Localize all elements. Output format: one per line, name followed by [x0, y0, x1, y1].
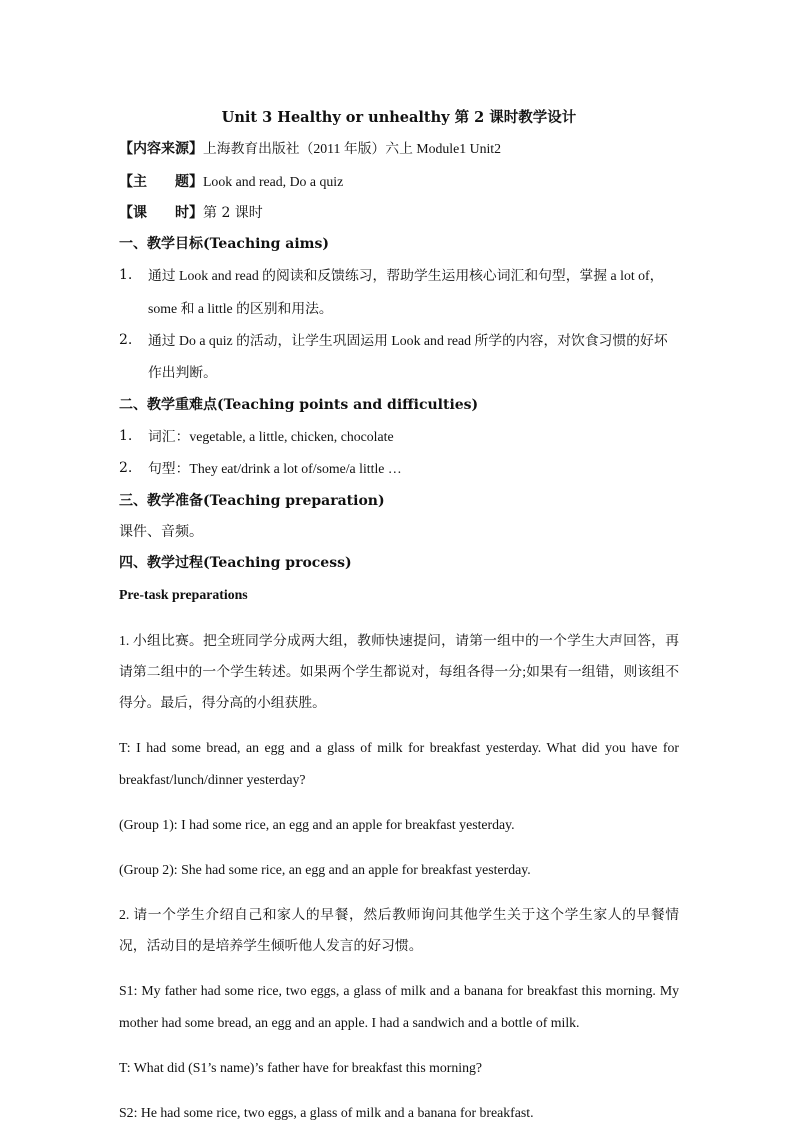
section-process-heading: 四、教学过程(Teaching process) [119, 555, 352, 572]
points-item-text: 句型：They eat/drink a lot of/some/a little … [148, 461, 402, 477]
meta-period-value: 第 2 课时 [203, 204, 263, 221]
process-paragraph: S2: He had some rice, two eggs, a glass of milk and a banana for breakfast. [119, 1104, 534, 1120]
process-paragraph: 1. 小组比赛。把全班同学分成两大组，教师快速提问，请第一组中的一个学生大声回答，再请第二组中的一个学生转述。如果两个学生都说对，每组各得一分;如果有一组错，则该组不得分。最后，得分高的小组获胜。 [119, 632, 679, 711]
meta-period [119, 198, 679, 229]
list-number: 2. [119, 460, 133, 477]
meta-period-label: 【课 时】 [119, 204, 203, 221]
process-paragraph: 2. 请一个学生介绍自己和家人的早餐，然后教师询问其他学生关于这个学生家人的早餐情况，活动目的是培养学生倾听他人发言的好习惯。 [119, 906, 679, 954]
aims-item-1 [119, 260, 679, 325]
aims-item-text: 通过 Do a quiz 的活动，让学生巩固运用 Look and read 所学的内容，对饮食习惯的好坏作出判断。 [148, 333, 668, 381]
process-subheading: Pre-task preparations [119, 587, 248, 603]
list-number: 2. [119, 332, 133, 349]
process-paragraph: S1: My father had some rice, two eggs, a glass of milk and a banana for breakfast this morning. My mother had some bread, an egg and an apple. I had a sandwich and a bottle of milk. [119, 983, 679, 1030]
process-paragraph: T: I had some bread, an egg and a glass of milk for breakfast yesterday. What did you have for breakfast/lunch/dinner yesterday? [119, 740, 679, 787]
meta-source [119, 133, 679, 165]
points-item-text: 词汇：vegetable, a little, chicken, chocolate [148, 428, 394, 444]
meta-source-value: 上海教育出版社（2011 年版）六上 Module1 Unit2 [203, 141, 502, 157]
process-paragraph: (Group 1): I had some rice, an egg and an apple for breakfast yesterday. [119, 816, 515, 832]
section-preparation-heading: 三、教学准备(Teaching preparation) [119, 492, 385, 509]
section-points-heading: 二、教学重难点(Teaching points and difficulties) [119, 396, 479, 413]
meta-topic [119, 166, 679, 198]
document-body [119, 102, 679, 1142]
aims-item-2 [119, 325, 679, 390]
meta-topic-label: 【主 题】 [119, 173, 203, 190]
preparation-text: 课件、音频。 [119, 523, 203, 540]
process-paragraph: T: What did (S1’s name)’s father have for breakfast this morning? [119, 1059, 483, 1075]
process-paragraph: (Group 2): She had some rice, an egg and an apple for breakfast yesterday. [119, 861, 531, 877]
points-item-2 [119, 453, 679, 485]
meta-source-label: 【内容来源】 [119, 141, 203, 158]
aims-item-text: 通过 Look and read 的阅读和反馈练习，帮助学生运用核心词汇和句型，掌握 a lot of，some 和 a little 的区别和用法。 [148, 268, 664, 316]
section-aims-heading: 一、教学目标(Teaching aims) [119, 236, 329, 253]
list-number: 1. [119, 267, 133, 284]
list-number: 1. [119, 427, 133, 444]
points-item-1 [119, 421, 679, 453]
document-title: Unit 3 Healthy or unhealthy 第 2 课时教学设计 [221, 109, 577, 126]
meta-topic-value: Look and read, Do a quiz [203, 173, 344, 189]
